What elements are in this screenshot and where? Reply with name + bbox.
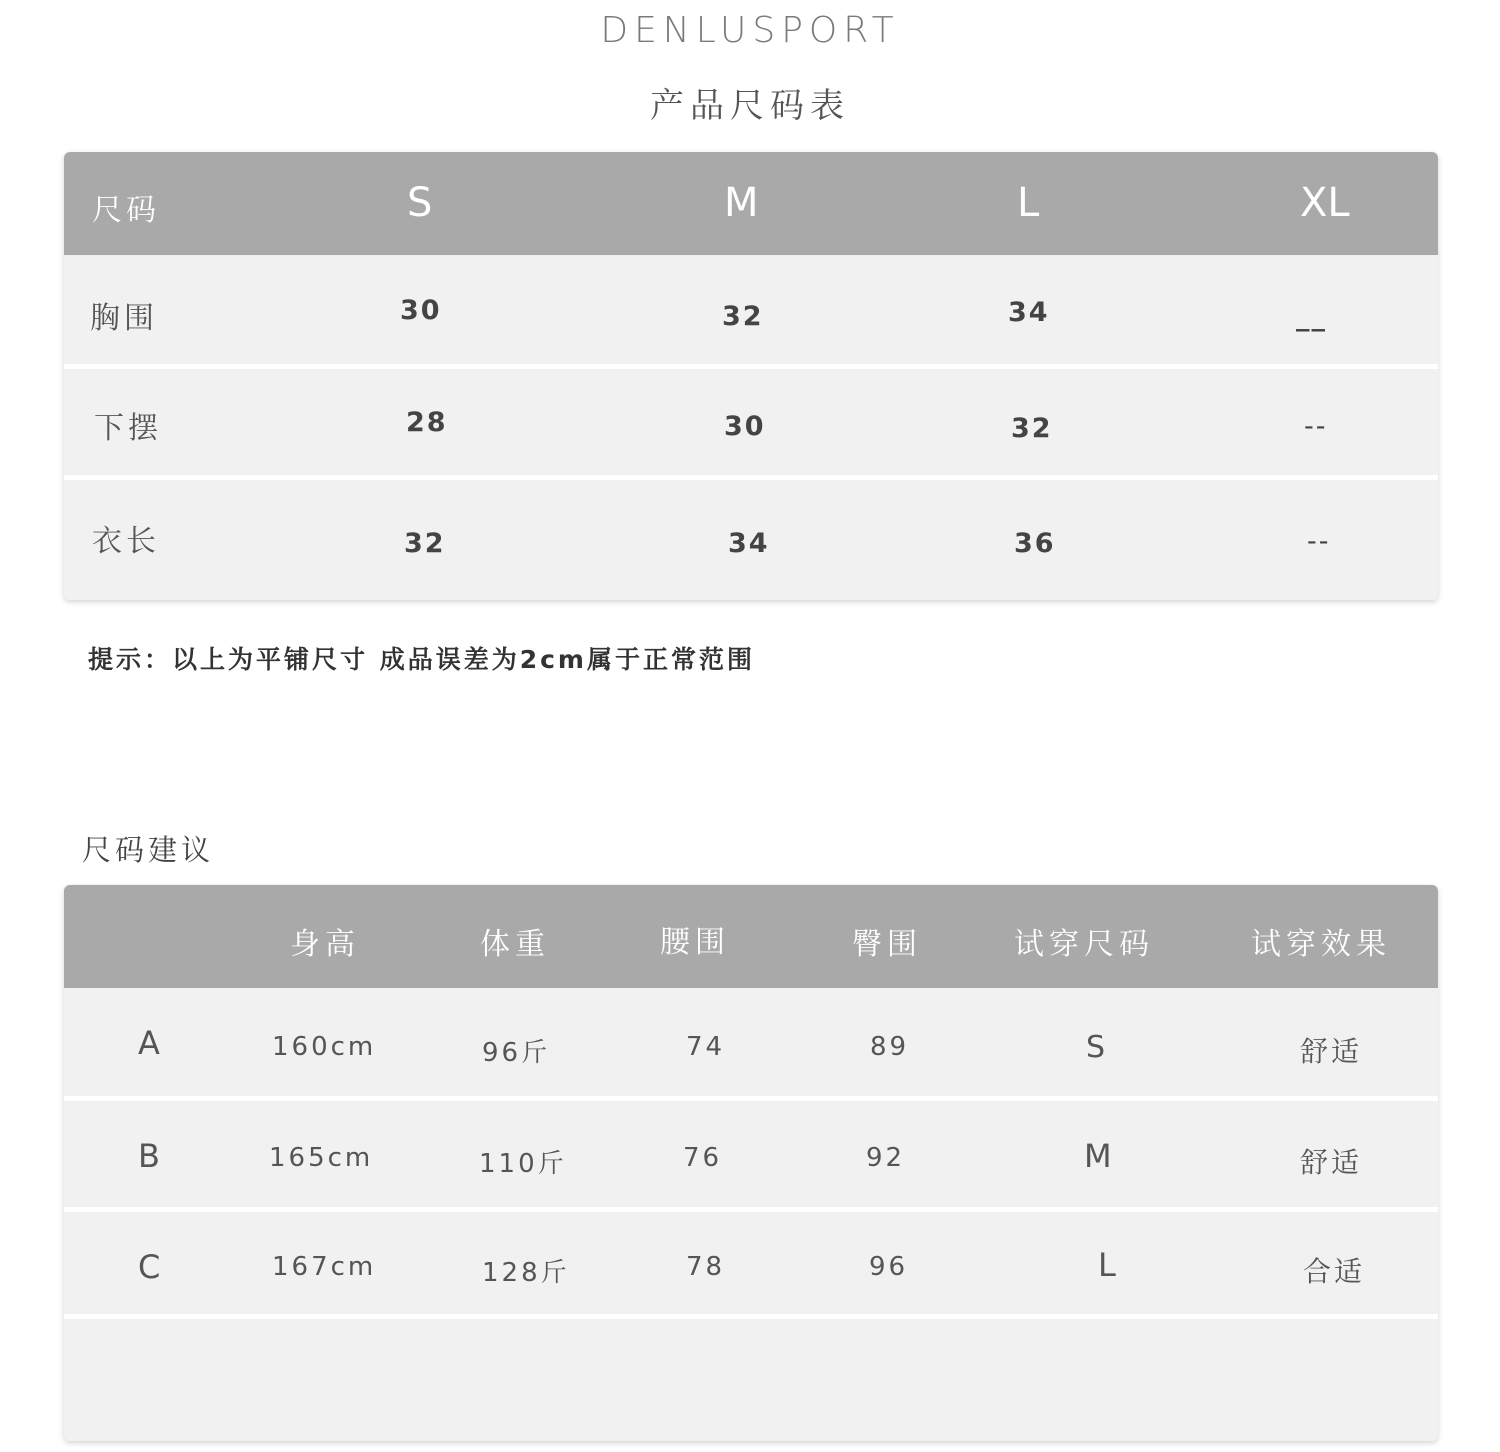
table-row-empty [64,1319,1438,1441]
cell-waist: 76 [683,1143,723,1173]
suggestion-header-row [64,885,1438,988]
header-height: 身高 [290,927,360,962]
cell-value: 34 [1008,297,1050,328]
table-row [64,480,1438,600]
cell-try-size: L [1098,1246,1119,1284]
cell-weight: 96斤 [482,1038,551,1068]
header-waist: 腰围 [660,925,730,960]
cell-height: 167cm [272,1252,377,1282]
cell-value: -- [1304,411,1328,442]
page-title: 产品尺码表 [650,86,850,126]
cell-try-size: S [1086,1030,1109,1065]
cell-value: 34 [728,528,770,559]
size-suggestion-table [64,885,1438,1441]
cell-value: 32 [722,301,764,332]
header-size-m: M [724,180,759,226]
row-label-length: 衣长 [92,524,160,559]
cell-waist: 74 [686,1032,726,1062]
cell-try-size: M [1084,1137,1115,1175]
cell-try-effect: 舒适 [1300,1146,1363,1179]
table-row [64,369,1438,475]
header-try-effect: 试穿效果 [1251,927,1391,962]
cell-weight: 110斤 [479,1149,567,1179]
cell-waist: 78 [686,1252,726,1282]
cell-hip: 96 [869,1252,909,1282]
measurement-note: 提示：以上为平铺尺寸 成品误差为2cm属于正常范围 [88,645,755,674]
cell-value: 30 [724,411,766,442]
row-label-a: A [138,1024,160,1062]
header-try-size: 试穿尺码 [1014,927,1154,962]
cell-value: 30 [400,295,442,326]
cell-value: 32 [404,528,446,559]
table-row [64,1212,1438,1314]
header-hip: 臀围 [852,927,922,962]
row-label-chest: 胸围 [90,301,158,336]
size-chart-header-row [64,152,1438,255]
cell-hip: 89 [870,1032,910,1062]
row-label-hem: 下摆 [94,411,162,446]
cell-value: 28 [406,407,448,438]
header-size-xl: XL [1300,180,1350,226]
cell-weight: 128斤 [482,1258,570,1288]
cell-try-effect: 合适 [1303,1255,1366,1288]
cell-value: 36 [1014,528,1056,559]
cell-value: -- [1307,526,1331,557]
section-title-size-suggestion: 尺码建议 [82,833,215,867]
cell-hip: 92 [866,1143,906,1173]
table-row [64,988,1438,1096]
cell-height: 160cm [272,1032,377,1062]
cell-value: __ [1296,301,1327,332]
row-label-c: C [138,1248,161,1286]
header-size-s: S [407,180,433,226]
cell-value: 32 [1011,413,1053,444]
cell-try-effect: 舒适 [1300,1035,1363,1068]
brand-logo: DENLUSPORT [600,10,900,51]
header-size-l: L [1017,180,1040,226]
table-row [64,1101,1438,1207]
table-row [64,255,1438,364]
cell-height: 165cm [269,1143,374,1173]
header-size-label: 尺码 [92,193,160,228]
header-weight: 体重 [480,927,550,962]
size-chart-table [64,152,1438,600]
row-label-b: B [138,1137,160,1175]
